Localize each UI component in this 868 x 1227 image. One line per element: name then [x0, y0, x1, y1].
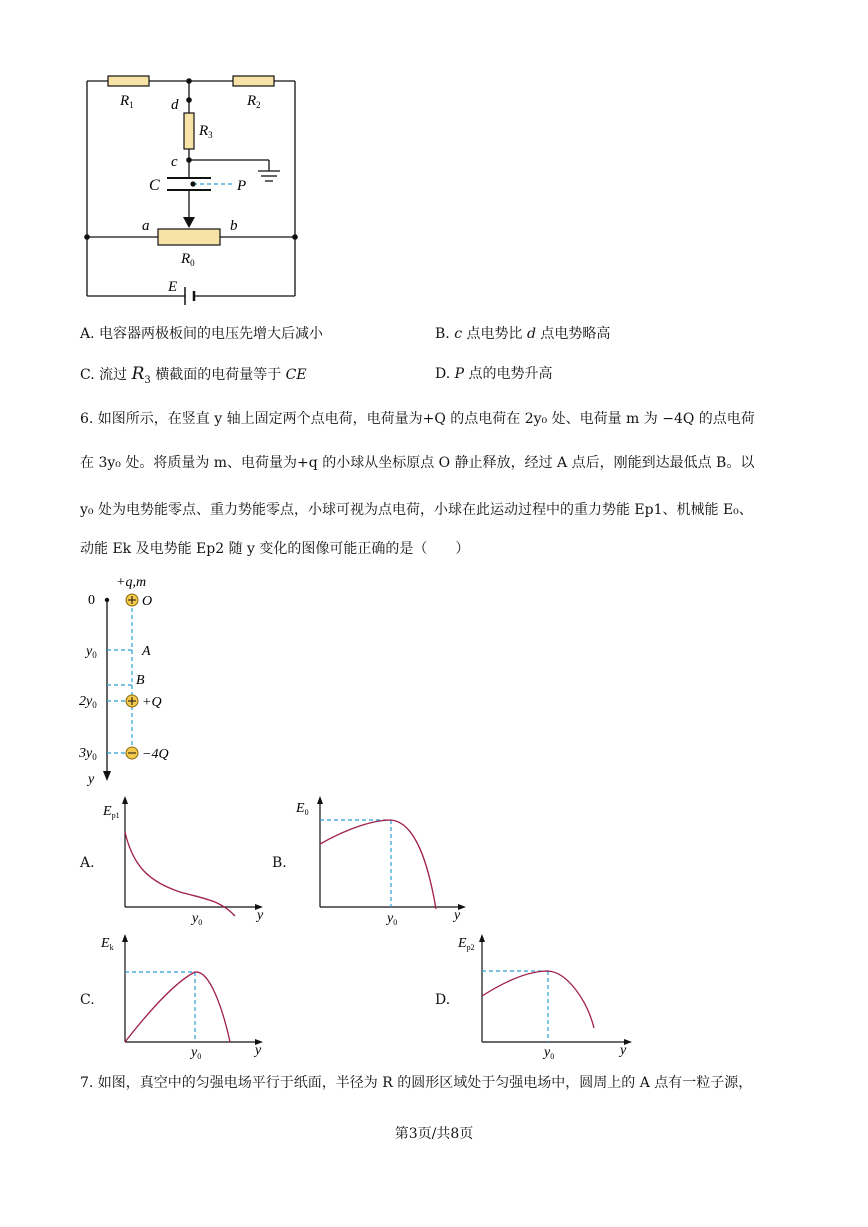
- option-b: [435, 324, 610, 344]
- q7-line1: 7. 如图，真空中的匀强电场平行于纸面，半径为 R 的圆形区域处于匀强电场中，圆周上的 A 点有一粒子源，: [80, 1075, 753, 1091]
- charge-q-ball-icon: [126, 594, 138, 606]
- graph-b-curve: [320, 820, 436, 909]
- q6-line4: 动能 Ek 及电势能 Ep2 随 y 变化的图像可能正确的是（ ）: [80, 541, 470, 557]
- option-b-mid: 点电势比: [462, 326, 527, 342]
- option-d-prefix: D.: [435, 366, 455, 382]
- label-a: a: [142, 218, 150, 234]
- fig-2y0: $2y_0$: [79, 694, 97, 710]
- option-b-prefix: B.: [435, 326, 455, 342]
- option-a: A. 电容器两极板间的电压先增大后减小: [80, 326, 324, 342]
- fig-plusq: +Q: [142, 695, 162, 710]
- option-c-ce: CE: [285, 367, 307, 383]
- graph-c-curve: [125, 972, 230, 1042]
- graph-a-xtick: $y_0$: [192, 911, 203, 927]
- fig-o: O: [142, 594, 153, 609]
- q6-line2: 在 3y₀ 处。将质量为 m、电荷量为+q 的小球从坐标原点 O 静止释放，经过 A 点后，刚能到达最低点 B。以: [80, 455, 755, 471]
- option-d: [435, 364, 553, 384]
- q6-line3: y₀ 处为电势能零点、重力势能零点，小球可视为点电荷，小球在此运动过程中的重力势能 Ep1、机械能 E₀、: [80, 502, 753, 518]
- option-b-d: d: [526, 326, 536, 342]
- fig-minus4q: −4Q: [142, 747, 169, 762]
- resistor-r0: [158, 229, 220, 245]
- graph-c-xaxis: y: [255, 1043, 262, 1058]
- label-c: c: [171, 154, 178, 170]
- option-c-sub: 3: [144, 374, 151, 386]
- option-b-suffix: 点电势略高: [535, 326, 611, 342]
- fig-y0: $y_0$: [86, 644, 97, 660]
- graph-b: [290, 792, 480, 932]
- ground-icon: [258, 171, 280, 181]
- graph-b-ylabel: $E_0$: [296, 801, 309, 817]
- label-r2: $R_2$: [247, 93, 261, 110]
- graph-b-xtick: $y_0$: [387, 911, 398, 927]
- label-e: E: [168, 279, 178, 295]
- slider-arrow-icon: [183, 217, 195, 228]
- graph-b-xaxis: y: [454, 908, 461, 923]
- q6-line1: 6. 如图所示，在竖直 y 轴上固定两个点电荷，电荷量为+Q 的点电荷在 2y₀ 处、电荷量 m 为 −4Q 的点电荷: [80, 411, 755, 427]
- option-d-p: P: [454, 366, 465, 382]
- graph-option-c-label: C.: [80, 992, 95, 1008]
- graph-c-xtick: $y_0$: [191, 1045, 202, 1061]
- option-d-suffix: 点的电势升高: [464, 366, 553, 382]
- graph-d: [452, 930, 642, 1065]
- circuit-diagram: [60, 60, 320, 310]
- graph-d-xaxis: y: [620, 1043, 627, 1058]
- label-d: d: [171, 97, 179, 113]
- label-r1: $R_1$: [120, 93, 134, 110]
- graph-a: [95, 792, 285, 932]
- charge-plus-q-icon: [126, 695, 138, 707]
- fig-qm: +q,m: [116, 575, 147, 590]
- graph-c-ylabel: $E_k$: [101, 936, 114, 952]
- graph-a-ylabel: $E_{p1}$: [103, 804, 120, 820]
- page-footer: 第3页/共8页: [394, 1126, 474, 1142]
- resistor-r1: [108, 76, 149, 86]
- graph-option-b-label: B.: [272, 855, 287, 871]
- graph-option-d-label: D.: [435, 992, 451, 1008]
- resistor-r3: [184, 113, 194, 149]
- graph-d-curve: [482, 971, 594, 1028]
- graph-d-ylabel: $E_{p2}$: [458, 936, 475, 952]
- label-b: b: [230, 218, 238, 234]
- graph-a-xaxis: y: [257, 908, 264, 923]
- fig-zero: 0: [88, 593, 95, 608]
- fig-b: B: [136, 673, 145, 688]
- graph-c: [95, 930, 285, 1065]
- label-cap: C: [149, 177, 160, 194]
- graph-a-curve: [125, 832, 235, 916]
- option-c-prefix: C. 流过: [80, 367, 132, 383]
- fig-yaxis: y: [88, 772, 95, 787]
- charge-axis-figure: [70, 565, 210, 790]
- fig-a: A: [142, 644, 151, 659]
- charge-minus-4q-icon: [126, 747, 138, 759]
- label-r3: $R_3$: [199, 123, 213, 140]
- option-c-mid: 横截面的电荷量等于: [150, 367, 286, 383]
- fig-3y0: $3y_0$: [79, 746, 97, 762]
- option-c: [80, 364, 307, 391]
- graph-d-xtick: $y_0$: [544, 1045, 555, 1061]
- label-r0: $R_0$: [181, 251, 195, 268]
- option-c-r: R: [131, 364, 145, 384]
- label-p: P: [237, 178, 247, 194]
- option-b-c: c: [454, 326, 463, 342]
- resistor-r2: [233, 76, 274, 86]
- graph-option-a-label: A.: [80, 855, 95, 871]
